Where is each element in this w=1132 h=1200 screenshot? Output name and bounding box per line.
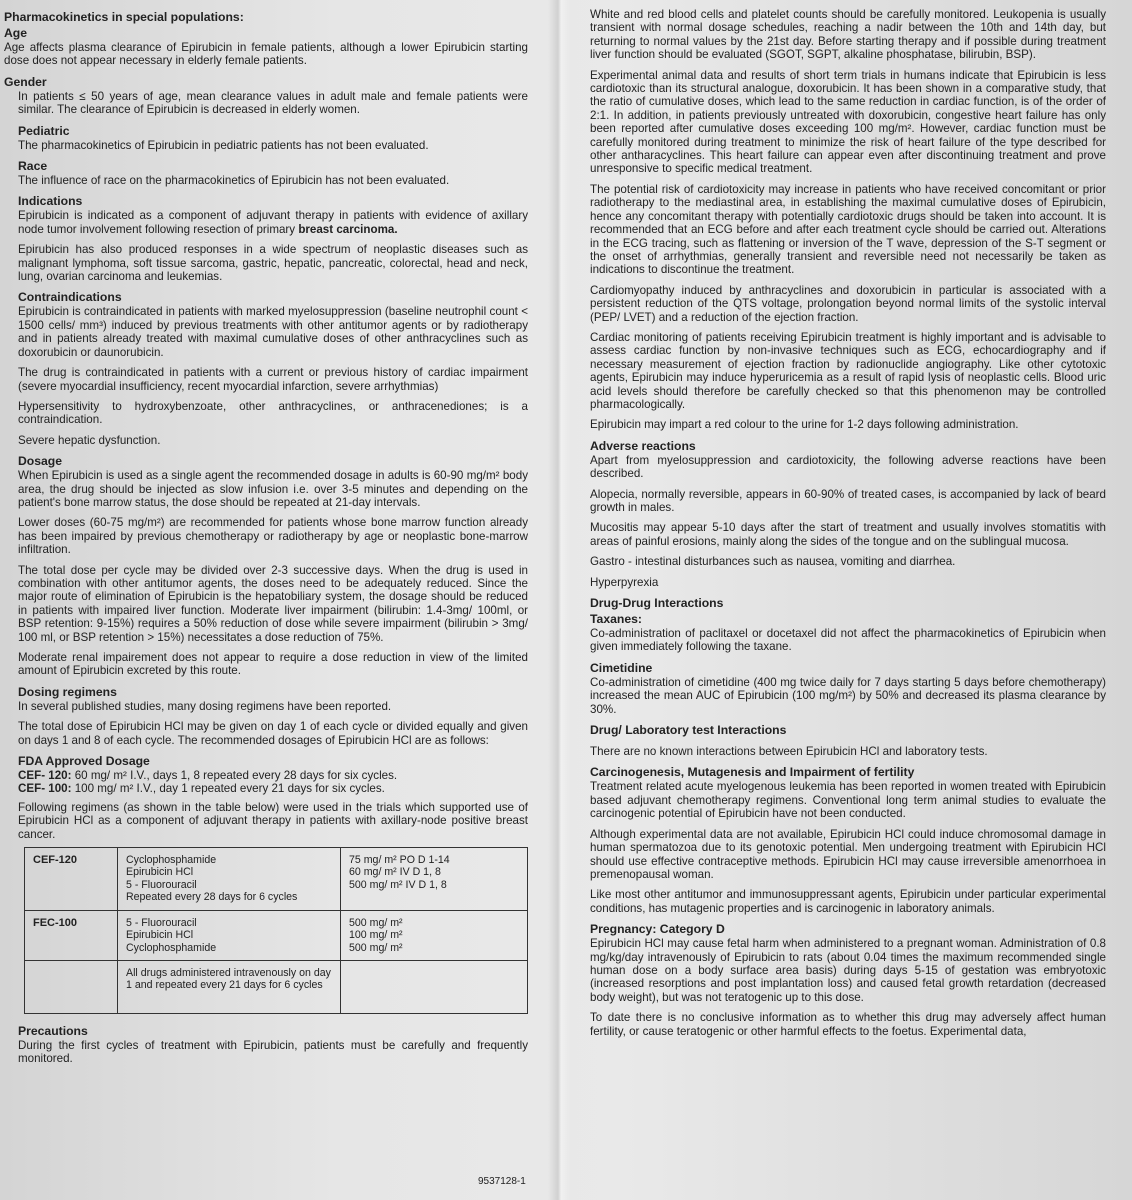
right-column <box>590 8 1106 1045</box>
regimen-name-cell: FEC-100 <box>25 910 118 960</box>
dosage-text-3: The total dose per cycle may be divided over 2-3 successive days. When the drug is used in combination with other antitumor agents, the doses need to be adequately reduced. Since the major route of elimination of Epirubicin is the hepatobiliary system, the dosage should be reduced in patients with impaired liver function. Moderate liver impairment (bilirubin: 1.4-3mg/ 100ml, or BSP retention: 9-15%) requires a 50% reduction of dose while severe impairment (bilirubin > 3mg/ 100 ml, or BSP retention > 15%) necessitates a dose reduction of 75%. <box>18 563 528 644</box>
regimen-note: Repeated every 28 days for 6 cycles <box>126 891 298 904</box>
ddi-heading: Drug-Drug Interactions <box>590 596 724 611</box>
dosage-text-2: Lower doses (60-75 mg/m²) are recommended for patients whose bone marrow function already has been impaired by previous chemotherapy or radiotherapy by age or neoplastic bone-marrow infiltration. <box>18 516 528 557</box>
pregnancy-heading: Pregnancy: Category D <box>590 922 725 937</box>
fda-line-cef100 <box>4 782 528 795</box>
gender-heading: Gender <box>4 74 47 89</box>
age-heading: Age <box>4 26 28 40</box>
contraindications-text-3: Hypersensitivity to hydroxybenzoate, other anthracyclines, or anthracenediones; is a contraindication. <box>18 399 528 427</box>
indications-text-1-start: Epirubicin is indicated as a component of adjuvant therapy in patients with evidence of axillary node tumor involvement following resection of primary <box>18 209 528 236</box>
carcino-heading: Carcinogenesis, Mutagenesis and Impairment of fertility <box>590 765 915 780</box>
dose: 500 mg/ m² <box>349 916 403 929</box>
regimen-agents-cell <box>118 910 341 960</box>
cimetidine-text: Co-administration of cimetidine (400 mg twice daily for 7 days starting 5 days before chemotherapy) increased the mean AUC of Epirubicin (100 mg/m²) by 50% and decreased its plasma clearance by 30%. <box>590 675 1106 716</box>
lab-heading: Drug/ Laboratory test Interactions <box>590 723 787 738</box>
table-row <box>25 910 528 960</box>
pediatric-heading: Pediatric <box>18 123 70 138</box>
agent: 5 - Fluorouracil <box>126 916 197 929</box>
fda-line-cef120 <box>4 769 528 782</box>
adverse-text-4: Gastro - intestinal disturbances such as nausea, vomiting and diarrhea. <box>590 555 956 569</box>
agent: Cyclophosphamide <box>126 941 217 954</box>
precautions-heading: Precautions <box>18 1023 88 1038</box>
indications-heading: Indications <box>18 194 83 209</box>
agent: Cyclophosphamide <box>126 854 217 867</box>
cardiotoxicity-text: Experimental animal data and results of short term trials in humans indicate that Epirubicin is less cardiotoxic than its structural analogue, doxorubicin. It has been shown in a comparative study, that the ratio of cumulative doses, which lead to the same reduction in cardiac function, is of the order of 2:1. In addition, in patients previously untreated with doxorubicin, congestive heart failure has only been reported after cumulative doses exceeding 100 mg/m². However, cardiac function must be carefully monitored during treatment to minimize the risk of heart failure of the type described for other antharacyclines. This heart failure can appear even after discontinuing treatment and prove unresponsive to specific medical treatment. <box>590 68 1106 176</box>
pk-title: Pharmacokinetics in special populations: <box>4 10 244 24</box>
adverse-text-5: Hyperpyrexia <box>590 575 659 589</box>
adverse-heading: Adverse reactions <box>590 438 696 453</box>
cimetidine-heading: Cimetidine <box>590 660 653 675</box>
carcino-text-3: Like most other antitumor and immunosuppressant agents, Epirubicin under particular experimental conditions, has mutagenic properties and is carcinogenic in laboratory animals. <box>590 888 1106 915</box>
indications-text-2: Epirubicin has also produced responses in a wide spectrum of neoplastic diseases such as malignant lymphoma, soft tissue sarcoma, gastric, hepatic, pancreatic, colorectal, head and neck, lung, ovarian carcinoma and leukemias. <box>18 243 528 284</box>
carcino-text-1: Treatment related acute myelogenous leukemia has been reported in women treated with Epirubicin based adjuvant chemotherapy regimens. Conventional long term animal studies to evaluate the carcinogenic potential of Epirubicin have not been conducted. <box>590 780 1106 821</box>
table-row <box>25 848 528 911</box>
pediatric-text: The pharmacokinetics of Epirubicin in pediatric patients has not been evaluated. <box>18 138 429 152</box>
urine-colour-text: Epirubicin may impart a red colour to the urine for 1-2 days following administration. <box>590 418 1019 432</box>
dosing-regimens-text-2: The total dose of Epirubicin HCl may be given on day 1 of each cycle or divided equally and given on days 1 and 8 of each cycle. The recommended dosages of Epirubicin HCl are as follows: <box>18 720 528 747</box>
pregnancy-text-2: To date there is no conclusive information as to whether this drug may adversely affect human fertility, or cause teratogenic or other harmful effects to the foetus. Experimental data, <box>590 1011 1106 1038</box>
dosing-regimens-heading: Dosing regimens <box>18 684 117 699</box>
agent: 5 - Fluorouracil <box>126 878 197 891</box>
dose: 500 mg/ m² IV D 1, 8 <box>349 878 447 891</box>
contraindications-text-1: Epirubicin is contraindicated in patients with marked myelosuppression (baseline neutrophil count < 1500 cells/ mm³) induced by previous treatments with other antitumor agents or by radiotherapy and in patients already treated with maximal cumulative doses of other anthracyclines such as doxorubicin or daunorubicin. <box>18 305 528 359</box>
contraindications-text-2: The drug is contraindicated in patients with a current or previous history of cardiac impairment (severe myocardial insufficiency, recent myocardial infarction, severe arrhythmias) <box>18 366 528 393</box>
regimen-agents-cell <box>118 848 341 911</box>
fda-cef100-text: 100 mg/ m² I.V., day 1 repeated every 21 days for six cycles. <box>71 782 385 796</box>
cardiac-monitoring-text: Cardiac monitoring of patients receiving Epirubicin treatment is highly important and is advisable to assess cardiac function by non-invasive techniques such as ECG, echocardiography and if necessary measurement of ejection fraction by radionuclide angiography. Like other cytotoxic agents, Epirubicin may induce hyperuricemia as a result of rapid lysis of neoplastic cells. Blood uric acid levels should therefore be carefully checked so that this phenomenon may be controlled pharmacologically. <box>590 330 1106 411</box>
race-heading: Race <box>18 159 48 174</box>
dosing-regimens-text-1: In several published studies, many dosing regimens have been reported. <box>18 699 392 713</box>
leaflet-code: 9537128-1 <box>478 1176 526 1187</box>
adverse-text-2: Alopecia, normally reversible, appears in 60-90% of treated cases, is accompanied by lack of beard growth in males. <box>590 487 1106 514</box>
adverse-text-1: Apart from myelosuppression and cardiotoxicity, the following adverse reactions have been described. <box>590 453 1106 481</box>
contraindications-text-4: Severe hepatic dysfunction. <box>18 433 161 447</box>
contraindications-heading: Contraindications <box>18 290 122 305</box>
regimen-note-cell: All drugs administered intravenously on day 1 and repeated every 21 days for 6 cycles <box>118 960 341 1013</box>
page-fold <box>548 0 570 1200</box>
dose: 75 mg/ m² PO D 1-14 <box>349 854 450 867</box>
adverse-text-3: Mucositis may appear 5-10 days after the start of treatment and usually involves stomatitis with areas of painful erosions, mainly along the sides of the tongue and on the sublingual mucosa. <box>590 521 1106 548</box>
indications-text-1 <box>4 209 528 236</box>
fda-regimens-text: Following regimens (as shown in the table below) were used in the trials which supported use of Epirubicin HCl as a component of adjuvant therapy in patients with axillary-node positive breast cancer. <box>18 800 528 841</box>
cardiomyopathy-text: Cardiomyopathy induced by anthracyclines and doxorubicin in particular is associated with a persistent reduction of the QTS voltage, prolongation beyond normal limits of the systolic interval (PEP/ LVET) and a reduction of the ejection fraction. <box>590 283 1106 324</box>
regimen-table <box>24 847 528 1014</box>
regimen-empty-cell <box>341 960 528 1013</box>
table-row <box>25 960 528 1013</box>
regimen-name-cell: CEF-120 <box>25 848 118 911</box>
dose: 500 mg/ m² <box>349 941 403 954</box>
fda-heading: FDA Approved Dosage <box>18 754 150 769</box>
agent: Epirubicin HCl <box>126 866 194 879</box>
age-text: Age affects plasma clearance of Epirubicin in female patients, although a lower Epirubicin starting dose does not appear necessary in elderly female patients. <box>4 41 528 68</box>
race-text: The influence of race on the pharmacokinetics of Epirubicin has not been evaluated. <box>18 174 450 188</box>
gender-text: In patients ≤ 50 years of age, mean clearance values in adult male and female patients were similar. The clearance of Epirubicin is decreased in elderly women. <box>18 89 528 117</box>
regimen-dose-cell <box>341 848 528 911</box>
radiotherapy-text: The potential risk of cardiotoxicity may increase in patients who have received concomitant or prior radiotherapy to the mediastinal area, in establishing the maximal cumulative doses of Epirubicin, hence any concomitant therapy with potentially cardiotoxic drugs should be taken into account. It is recommended that an ECG before and after each treatment cycle should be carried out. Alterations in the ECG tracing, such as flattening or inversion of the T wave, depression of the S-T segment or the onset of arrhythmias, generally transient and reversible need not necessarily be taken as indications to discontinue the treatment. <box>590 182 1106 277</box>
dose: 60 mg/ m² IV D 1, 8 <box>349 866 441 879</box>
left-column <box>4 8 528 1073</box>
dose: 100 mg/ m² <box>349 929 403 942</box>
dosage-heading: Dosage <box>18 454 63 469</box>
fda-cef100-label: CEF- 100: <box>18 782 72 796</box>
fda-cef120-label: CEF- 120: <box>18 769 72 783</box>
taxanes-text: Co-administration of paclitaxel or docetaxel did not affect the pharmacokinetics of Epirubicin when given immediately following the taxane. <box>590 627 1106 654</box>
carcino-text-2: Although experimental data are not available, Epirubicin HCl could induce chromosomal damage in human spermatozoa due to its genotoxic potential. Men undergoing treatment with Epirubicin HCl should use effective contraceptive methods. Epirubicin HCl may cause irreversible amenorrhoea in premenopausal woman. <box>590 827 1106 881</box>
indications-text-1-bold: breast carcinoma. <box>298 222 398 236</box>
fda-cef120-text: 60 mg/ m² I.V., days 1, 8 repeated every 28 days for six cycles. <box>71 769 398 783</box>
dosage-text-4: Moderate renal impairement does not appear to require a dose reduction in view of the limited amount of Epirubicin excreted by this route. <box>18 651 528 678</box>
taxanes-heading: Taxanes: <box>590 612 642 627</box>
pregnancy-text-1: Epirubicin HCl may cause fetal harm when administered to a pregnant woman. Administration of 0.8 mg/kg/day intravenously of Epirubicin to rats (about 0.04 times the maximum recommended single human dose on a body surface area basis) during days 5-15 of gestation was embryotoxic (increased resorptions and post implantation loss) and caused fetal growth retardation (decreased body weight), but was not teratogenic up to this dose. <box>590 937 1106 1004</box>
agent: Epirubicin HCl <box>126 929 194 942</box>
regimen-name-cell <box>25 960 118 1013</box>
lab-text: There are no known interactions between Epirubicin HCl and laboratory tests. <box>590 745 988 759</box>
precautions-text: During the first cycles of treatment with Epirubicin, patients must be carefully and frequently monitored. <box>18 1038 528 1066</box>
regimen-dose-cell <box>341 910 528 960</box>
monitoring-text: White and red blood cells and platelet counts should be carefully monitored. Leukopenia is usually transient with normal dosage schedules, reaching a nadir between the 10th and 14th day, but returning to normal values by the 21st day. Before starting therapy and if possible during treatment liver function should be evaluated (SGOT, SGPT, alkaline phosphatase, bilirubin, BSP). <box>590 8 1106 62</box>
dosage-text-1: When Epirubicin is used as a single agent the recommended dosage in adults is 60-90 mg/m² body area, the drug should be injected as slow infusion i.e. over 3-5 minutes and depending on the patient's bone marrow status, the dose should be repeated at 21-day intervals. <box>18 469 528 509</box>
